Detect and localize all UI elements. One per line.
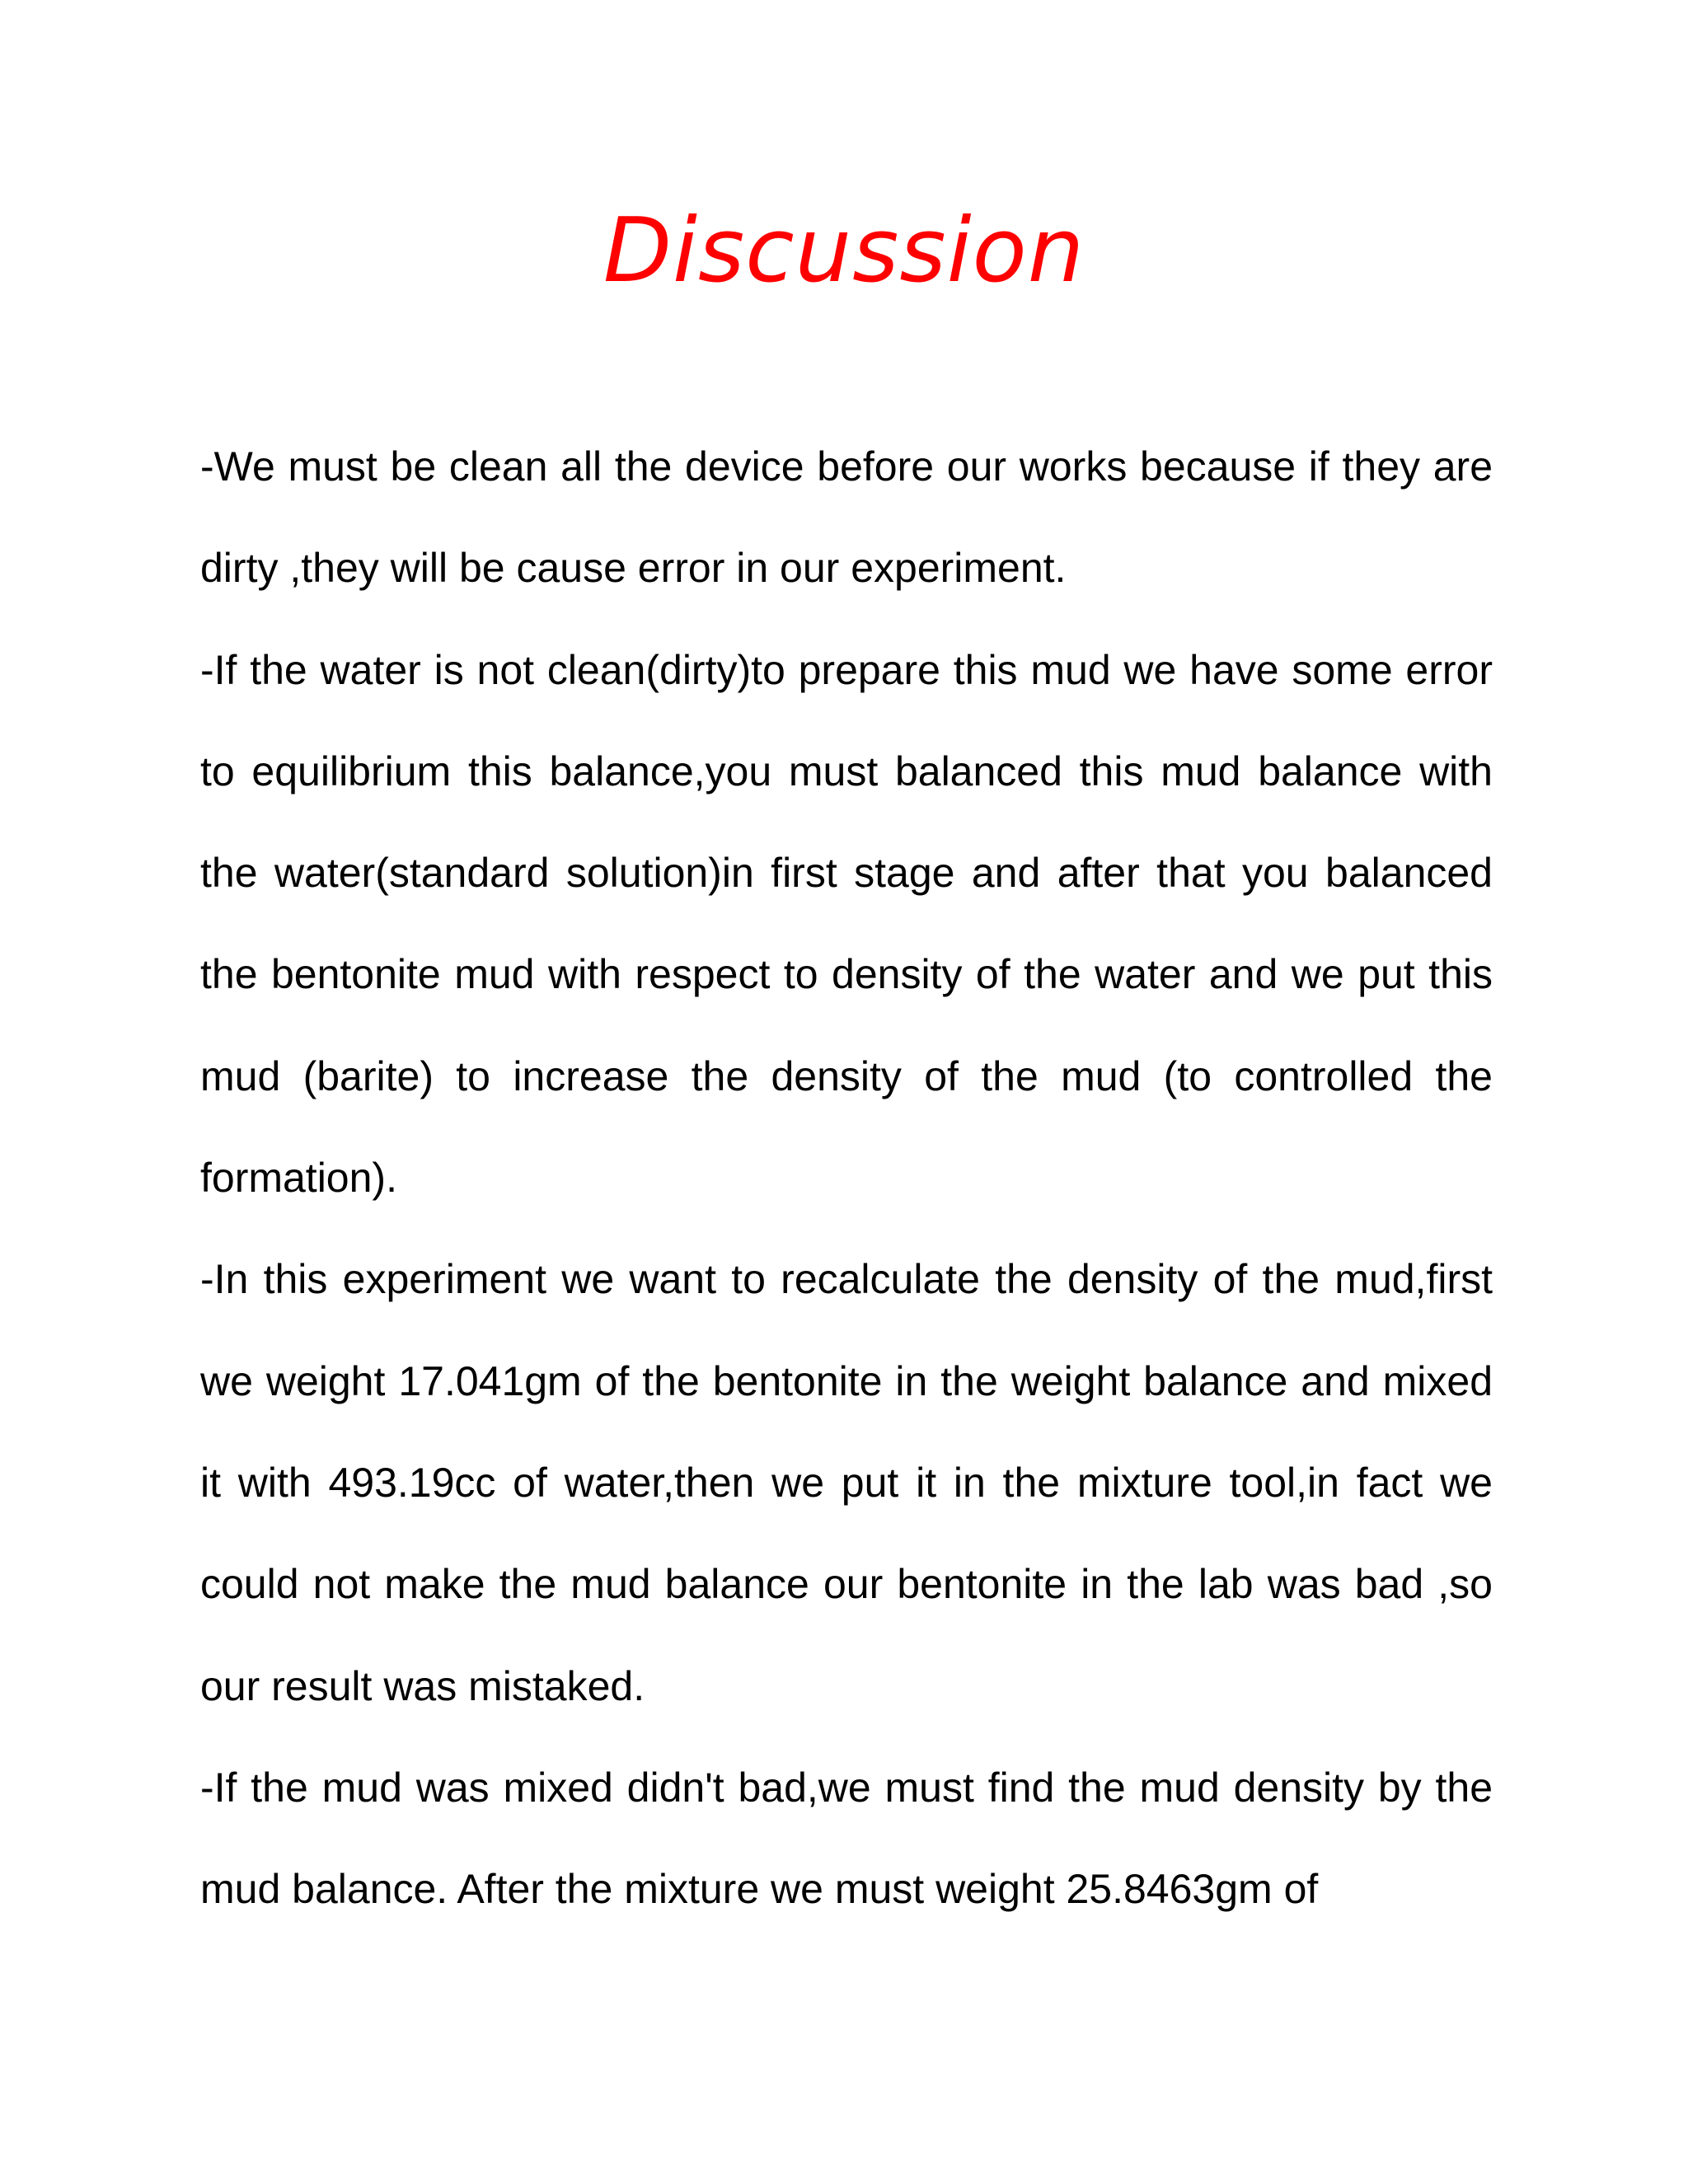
page-title: Discussion (603, 199, 1085, 302)
paragraph-cleaning: -We must be clean all the device before our works because if they are dirty ,they will be cause error in our experiment. (200, 443, 1493, 592)
paragraph-water-balance: -If the water is not clean(dirty)to prepare this mud we have some error to equilibrium this balance,you must balanced this mud balance with the water(standard solution)in first stage and after that you balanced the bentonite mud with respect to density of the water and we put this mud (barite) to increase the density of the mud (to controlled the formation). (200, 646, 1493, 1202)
paragraph-mud-density: -If the mud was mixed didn't bad,we must find the mud density by the mud balance. After the mixture we must weight 25.8463gm of (200, 1764, 1493, 1913)
paragraph-experiment: -In this experiment we want to recalculate the density of the mud,first we weight 17.041gm of the bentonite in the weight balance and mixed it with 493.19cc of water,then we put it in the mixture tool,in fact we could not make the mud balance our bentonite in the lab was bad ,so our result was mistaked. (200, 1256, 1493, 1709)
discussion-body (200, 416, 1493, 1940)
